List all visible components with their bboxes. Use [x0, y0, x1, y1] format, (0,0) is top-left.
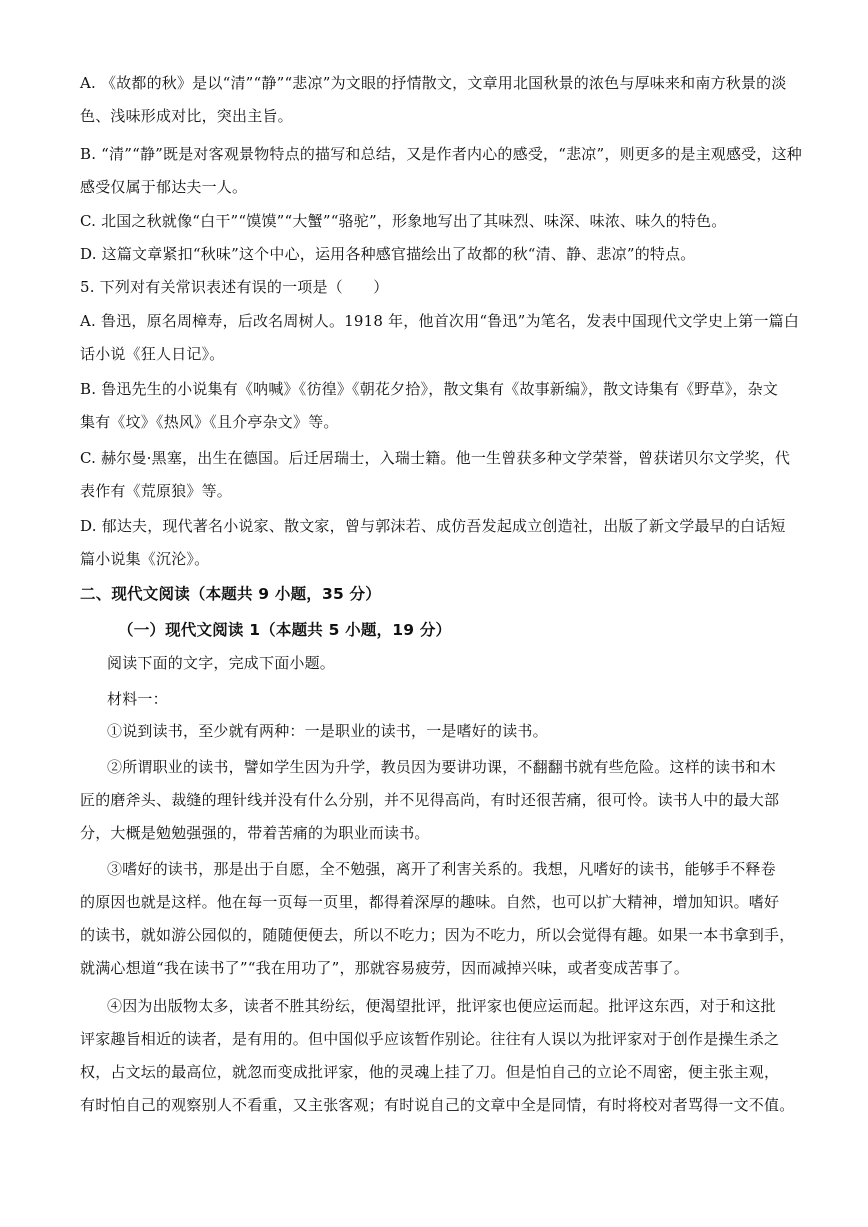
q5-option-a — [80, 305, 800, 371]
text-line: B. 鲁迅先生的小说集有《呐喊》《彷徨》《朝花夕拾》，散文集有《故事新编》，散文诗集有《野草》，杂文 — [80, 380, 779, 398]
q4-option-a — [80, 67, 792, 133]
text-line: C. 北国之秋就像“白干”“馍馍”“大蟹”“骆驼”，形象地写出了其味烈、味深、味浓、味久的特色。 — [80, 212, 727, 230]
text-line: 匠的磨斧头、裁缝的理针线并没有什么分别，并不见得高尚，有时还很苦痛，很可怜。读书人中的最大部 — [80, 791, 780, 809]
text-line: B. “清”“静”既是对客观景物特点的描写和总结，又是作者内心的感受，“悲凉”，则更多的是主观感受，这种 — [80, 145, 802, 163]
paragraph-3 — [80, 853, 795, 985]
text-line: 集有《坟》《热风》《且介亭杂文》等。 — [80, 413, 339, 431]
material-label — [107, 683, 792, 716]
text-line: 的原因也就是这样。他在每一页每一页里，都得着深厚的趣味。自然，也可以扩大精神，增加知识。嗜好 — [80, 893, 780, 911]
subsection-title-text: （一）现代文阅读 1（本题共 5 小题，19 分） — [118, 621, 452, 639]
text-line: ①说到读书，至少就有两种：一是职业的读书，一是嗜好的读书。 — [107, 722, 548, 740]
section-title — [80, 578, 792, 611]
text-line: 表作有《荒原狼》等。 — [80, 482, 233, 500]
text-line: 篇小说集《沉沦》。 — [80, 550, 210, 568]
text-line: A. 《故都的秋》是以“清”“静”“悲凉”为文眼的抒情散文，文章用北国秋景的浓色与厚味来和南方秋景的淡 — [80, 74, 787, 92]
q5-stem — [80, 271, 792, 304]
text-line: 权，占文坛的最高位，就忽而变成批评家，他的灵魂上挂了刀。但是怕自己的立论不周密，便主张主观， — [80, 1063, 780, 1081]
text-line: D. 这篇文章紧扣“秋味”这个中心，运用各种感官描绘出了故都的秋“清、静、悲凉”的特点。 — [80, 245, 696, 263]
material-label-text: 材料一： — [107, 690, 168, 708]
text-line: A. 鲁迅，原名周樟寿，后改名周树人。1918 年，他首次用“鲁迅”为笔名，发表中国现代文学史上第一篇白 — [80, 312, 800, 330]
text-line: ②所谓职业的读书，譬如学生因为升学，教员因为要讲功课，不翻翻书就有些危险。这样的读书和木 — [107, 758, 776, 776]
q4-option-c — [80, 205, 792, 238]
text-line: 有时怕自己的观察别人不看重，又主张客观；有时说自己的文章中全是同情，有时将校对者骂得一文不值。 — [80, 1096, 795, 1114]
text-line: 评家趣旨相近的读者，是有用的。但中国似乎应该暂作别论。往往有人误以为批评家对于创作是操生杀之 — [80, 1030, 780, 1048]
q5-option-c — [80, 442, 792, 508]
paragraph-4 — [80, 990, 795, 1122]
text-line: ④因为出版物太多，读者不胜其纷纭，便渴望批评，批评家也便应运而起。批评这东西，对于和这批 — [107, 997, 776, 1015]
text-line: 感受仅属于郁达夫一人。 — [80, 178, 248, 196]
text-line: 就满心想道“我在读书了”“我在用功了”，那就容易疲劳，因而减掉兴味，或者变成苦事了。 — [80, 959, 690, 977]
text-line: 色、浅味形成对比，突出主旨。 — [80, 107, 293, 125]
paragraph-1 — [80, 715, 792, 748]
section-title-text: 二、现代文阅读（本题共 9 小题，35 分） — [80, 585, 381, 603]
instruction-text: 阅读下面的文字，完成下面小题。 — [107, 654, 336, 672]
text-line: 分，大概是勉勉强强的，带着苦痛的为职业而读书。 — [80, 824, 430, 842]
text-line: 的读书，就如游公园似的，随随便便去，所以不吃力；因为不吃力，所以会觉得有趣。如果一本书拿到手， — [80, 926, 795, 944]
q4-option-d — [80, 238, 792, 271]
text-line: ③嗜好的读书，那是出于自愿，全不勉强，离开了利害关系的。我想，凡嗜好的读书，能够手不释卷 — [107, 860, 776, 878]
q5-option-b — [80, 373, 792, 439]
q5-option-d — [80, 510, 792, 576]
question-stem: 5. 下列对有关常识表述有误的一项是（ ） — [80, 278, 389, 296]
instruction — [107, 647, 792, 680]
subsection-title — [118, 614, 792, 647]
text-line: C. 赫尔曼·黑塞，出生在德国。后迁居瑞士，入瑞士籍。他一生曾获多种文学荣誉，曾获诺贝尔文学奖，代 — [80, 449, 791, 467]
text-line: D. 郁达夫，现代著名小说家、散文家，曾与郭沫若、成仿吾发起成立创造社，出版了新文学最早的白话短 — [80, 517, 786, 535]
text-line: 话小说《狂人日记》。 — [80, 345, 225, 363]
paragraph-2 — [80, 751, 792, 850]
q4-option-b — [80, 138, 802, 204]
